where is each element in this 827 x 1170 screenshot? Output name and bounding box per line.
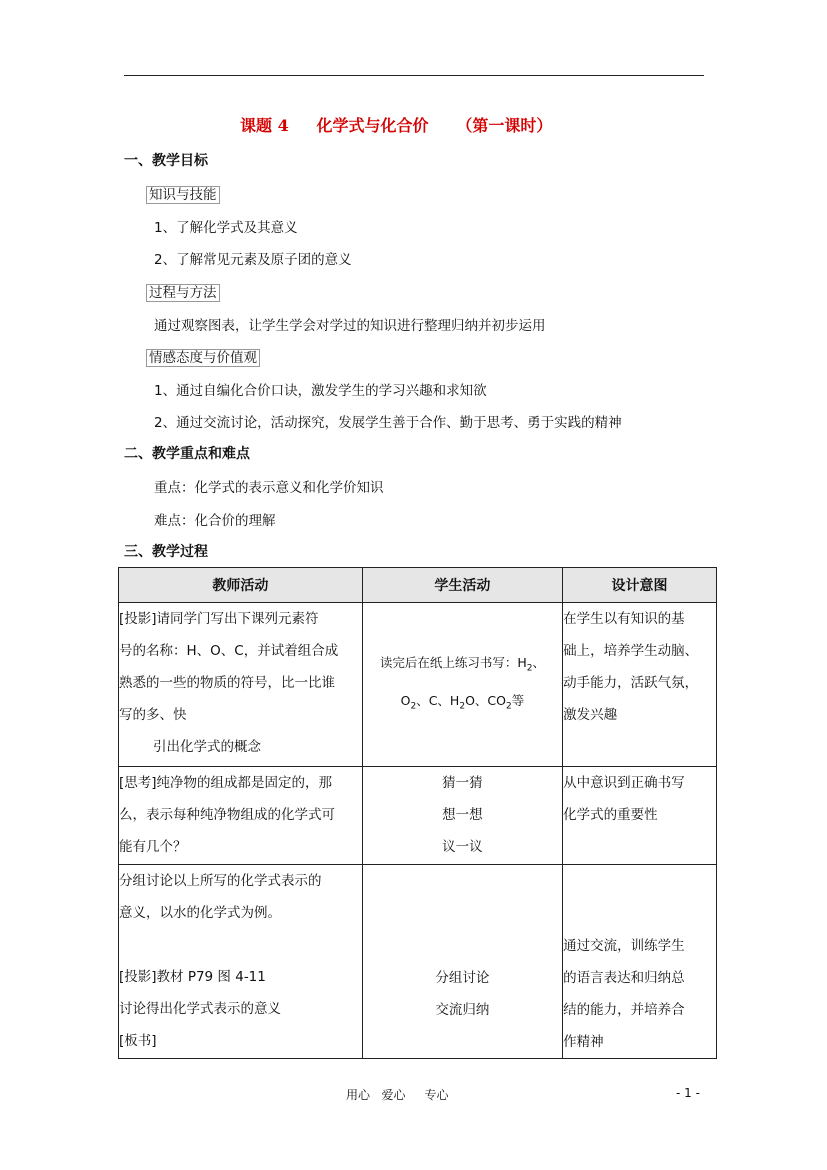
cell-line: 讨论得出化学式表示的意义 <box>119 1001 281 1017</box>
student-cell <box>362 865 562 1059</box>
cell-line: [思考]纯净物的组成都是固定的，那 <box>119 775 333 791</box>
cell-line: 激发兴趣 <box>563 707 618 723</box>
cell-line: 动手能力，活跃气氛， <box>563 675 699 691</box>
teacher-cell <box>119 865 363 1059</box>
cell-line: 在学生以有知识的基 <box>563 611 685 627</box>
process-label: 过程与方法 <box>146 284 220 302</box>
subscript: 2 <box>526 663 533 674</box>
table-header-row <box>119 568 717 603</box>
page-number: - 1 - <box>676 1086 700 1100</box>
cell-line: 从中意识到正确书写 <box>563 775 685 791</box>
objective-item: 通过观察图表，让学生学会对学过的知识进行整理归纳并初步运用 <box>154 318 546 334</box>
objective-item: 2、了解常见元素及原子团的意义 <box>154 252 352 268</box>
teaching-process-table <box>118 567 717 1059</box>
cell-line: [投影]教材 P79 图 4-11 <box>119 969 266 985</box>
cell-line: [投影]请同学门写出下课列元素符 <box>119 611 319 627</box>
cell-line: 引出化学式的概念 <box>153 739 261 755</box>
design-cell <box>563 865 717 1059</box>
cell-line: 意义，以水的化学式为例。 <box>119 905 281 921</box>
section-heading-keypoints: 二、教学重点和难点 <box>124 446 250 462</box>
footer-motto: 用心 爱心 专心 <box>346 1088 449 1102</box>
design-cell <box>563 603 717 767</box>
cell-line: [板书] <box>119 1033 157 1049</box>
table-row <box>119 865 717 1059</box>
teacher-cell <box>119 603 363 767</box>
table-row <box>119 767 717 865</box>
emotion-label: 情感态度与价值观 <box>146 349 260 367</box>
design-cell <box>563 767 717 865</box>
cell-text: 、 <box>532 655 545 670</box>
cell-line: 号的名称：H、O、C，并试着组合成 <box>119 643 339 659</box>
subscript: 2 <box>505 701 512 711</box>
cell-line: 通过交流，训练学生 <box>563 938 685 954</box>
cell-line: 想一想 <box>442 807 483 823</box>
cell-line: 写的多、快 <box>119 707 187 723</box>
cell-line: 猜一猜 <box>442 775 483 791</box>
difficult-point: 难点：化合价的理解 <box>154 513 276 529</box>
header-rule <box>124 75 704 76</box>
objective-item: 1、了解化学式及其意义 <box>154 220 298 236</box>
cell-line: 么，表示每种纯净物组成的化学式可 <box>119 807 335 823</box>
cell-text: 、C、H <box>416 692 460 708</box>
section-heading-process: 三、教学过程 <box>124 544 208 560</box>
teacher-cell <box>119 767 363 865</box>
section-heading-objectives: 一、教学目标 <box>124 153 208 169</box>
cell-text: O、CO <box>465 692 506 708</box>
header-design: 设计意图 <box>563 568 717 603</box>
page-title: 课题 4 化学式与化合价 （第一课时） <box>240 116 553 135</box>
table-row <box>119 603 717 767</box>
cell-line: 熟悉的一些的物质的符号，比一比谁 <box>119 675 335 691</box>
cell-line: 分组讨论 <box>435 970 490 986</box>
cell-line: 的语言表达和归纳总 <box>563 970 685 986</box>
cell-line: 能有几个？ <box>119 839 187 855</box>
cell-spacer <box>119 929 362 961</box>
objective-item: 2、通过交流讨论，活动探究，发展学生善于合作、勤于思考、勇于实践的精神 <box>154 415 622 431</box>
subscript: 2 <box>459 701 466 711</box>
cell-text: 等 <box>511 692 525 708</box>
student-cell <box>362 603 562 767</box>
cell-line: 化学式的重要性 <box>563 807 658 823</box>
cell-line: 分组讨论以上所写的化学式表示的 <box>119 873 322 889</box>
cell-line: 础上，培养学生动脑、 <box>563 643 699 659</box>
cell-text: 读完后在纸上练习书写：H <box>379 655 527 670</box>
cell-line: 议一议 <box>442 839 483 855</box>
knowledge-label: 知识与技能 <box>146 186 220 204</box>
header-student: 学生活动 <box>362 568 562 603</box>
header-teacher: 教师活动 <box>119 568 363 603</box>
student-cell <box>362 767 562 865</box>
cell-line: 结的能力，并培养合 <box>563 1002 685 1018</box>
cell-line: 作精神 <box>563 1034 604 1050</box>
cell-line: 交流归纳 <box>435 1002 490 1018</box>
cell-text: O <box>400 692 411 708</box>
objective-item: 1、通过自编化合价口诀，激发学生的学习兴趣和求知欲 <box>154 383 487 399</box>
key-point: 重点：化学式的表示意义和化学价知识 <box>154 480 384 496</box>
subscript: 2 <box>410 701 417 711</box>
